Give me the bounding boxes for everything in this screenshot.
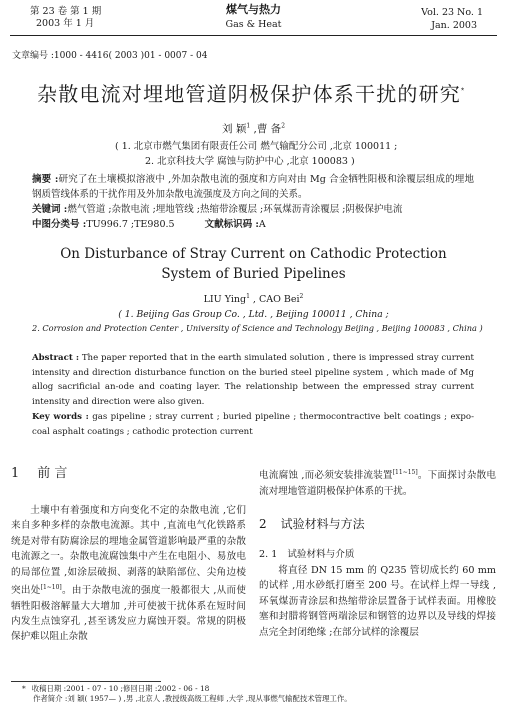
footnote-author-bio: 作者简介 :刘 颖( 1957— ) ,男 ,北京人 ,教授级高级工程师 ,大学 ,现从事燃气输配技术管理工作。	[33, 694, 352, 703]
journal-name-en: Gas & Heat	[225, 19, 282, 30]
title-cn	[37, 78, 465, 107]
footnote-received	[22, 684, 209, 694]
affiliation-cn-2: 2. 北京科技大学 腐蚀与防护中心 ,北京 100083 )	[145, 156, 355, 167]
journal-volume-en: Vol. 23 No. 1	[421, 7, 483, 18]
header-rule	[10, 35, 497, 36]
keywords-en-text: gas pipeline ; stray current ; buried pipeline ; thermocontractive belt coatings ; expo-coal asphalt coatings ; cathodic protection current	[32, 412, 474, 437]
author2-en-sup: 2	[299, 293, 304, 300]
keywords-cn-text: 燃气管道 ;杂散电流 ;埋地管线 ;热缩带涂覆层 ;环氧煤沥青涂覆层 ;阴极保护电流	[67, 204, 403, 215]
section2-title: 试验材料与方法	[280, 517, 365, 531]
doc-code-label: 文献标识码 :	[204, 219, 259, 230]
abstract-cn-text: 研究了在土壤模拟溶液中 ,外加杂散电流的强度和方向对由 Mg 合金牺牲阳极和涂覆层组成的埋地钢质管线体系的干扰作用及外加杂散电流强度及方向之间的关系。	[32, 174, 474, 200]
journal-date-cn: 2003 年 1 月	[36, 18, 95, 29]
author-sep-cn: ,	[250, 123, 257, 135]
article-id: 文章编号 :1000 - 4416( 2003 )01 - 0007 - 04	[12, 51, 208, 61]
right-column-intro	[259, 465, 496, 499]
author2-en: CAO Bei	[258, 294, 300, 306]
authors-en	[0, 293, 507, 305]
section2-number: 2	[259, 517, 267, 531]
journal-date-en: Jan. 2003	[431, 20, 477, 31]
affiliation-en-2: 2. Corrosion and Protection Center , University of Science and Technology Beijing , Beijing 100083 , China )	[32, 323, 483, 333]
abstract-cn	[32, 173, 474, 202]
section1-citation: [1~10]	[40, 584, 62, 592]
classification	[32, 218, 266, 232]
author1-cn-sup: 1	[246, 122, 251, 130]
affiliation-cn-1: ( 1. 北京市燃气集团有限责任公司 燃气输配分公司 ,北京 100011 ;	[115, 141, 398, 152]
footnote-mark: *	[22, 684, 26, 693]
subsection-2-1-title: 试验材料与介质	[287, 549, 355, 560]
section1-title: 前 言	[37, 466, 68, 481]
section1-p1: 土壤中有着强度和方向变化不定的杂散电流 ,它们来自多种多样的杂散电流源。其中 ,直流电气化铁路系统是对带有防腐涂层的埋地金属管道影响最严重的杂散电流源之一。杂散电流腐蚀集中产生在电阻小、易放电的局部位置 ,如涂层破损、剥落的缺陷部位、尖角边棱突出处	[11, 505, 246, 597]
subsection-2-1-number: 2. 1	[259, 549, 278, 560]
title-cn-text: 杂散电流对埋地管道阴极保护体系干扰的研究	[37, 84, 461, 106]
section2-paragraph: 将直径 DN 15 mm 的 Q235 管切成长约 60 mm 的试样 ,用水砂纸打磨至 200 号。在试样上焊一导线 ,环氧煤沥青涂层和热缩带涂层置备于试样表面。用橡胶塞和封腊将钢管两端涂层和钢管的边界以及导线的焊接点完全封闭绝缘 ;在部分试样的涂覆层	[259, 565, 496, 638]
affiliation-en-1: ( 1. Beijing Gas Group Co. , Ltd. , Beijing 100011 , China ;	[118, 309, 389, 320]
section1-heading	[11, 462, 67, 481]
section1-p1-cont: 。由于杂散电流的强度一般都很大 ,从而使牺牲阳极溶解量大大增加 ,并可使被干扰体系在短时间内发生点蚀穿孔 ,甚至诱发应力腐蚀开裂。常规的阴极保护难以阻止杂散	[11, 585, 247, 643]
author1-en: LIU Ying	[203, 294, 247, 306]
subsection-2-1-heading	[259, 546, 354, 560]
abstract-en	[32, 351, 474, 409]
authors-cn	[0, 121, 507, 136]
keywords-cn	[32, 203, 474, 217]
right-col-p1-cont: 。下面探讨杂散电流对埋地管道阴极保护体系的干扰。	[259, 470, 496, 497]
journal-volume-issue: 第 23 卷 第 1 期	[30, 6, 102, 17]
author2-cn: 曹 备	[256, 123, 282, 135]
classification-label: 中图分类号 :	[32, 219, 87, 230]
footnote-dates: 收稿日期 :2001 - 07 - 10 ;修回日期 :2002 - 06 - 18	[31, 684, 210, 693]
classification-value: TU996.7 ;TE980.5	[86, 219, 175, 230]
section2-heading	[259, 515, 365, 532]
footnote-rule	[11, 681, 161, 682]
doc-code-value: A	[258, 219, 266, 230]
title-en-line2: System of Buried Pipelines	[161, 266, 346, 282]
author1-cn: 刘 颖	[221, 123, 247, 135]
author1-en-sup: 1	[246, 293, 250, 300]
keywords-en	[32, 410, 474, 439]
author-sep-en: ,	[249, 294, 259, 306]
abstract-cn-label: 摘要 :	[32, 174, 59, 185]
author2-cn-sup: 2	[281, 122, 286, 130]
abstract-en-text: The paper reported that in the earth simulated solution , there is impressed stray current intensity and direction disturbance function on the buried steel pipeline system , which made of Mg allog sacrificial an-ode and coating layer. The relationship between the empressed stray current intensity and direction were also given.	[32, 353, 475, 407]
keywords-en-label: Key words :	[32, 412, 89, 422]
section1-paragraph	[11, 503, 246, 645]
title-cn-mark: *	[461, 86, 466, 96]
journal-name-cn: 煤气与热力	[226, 4, 281, 16]
right-col-citation: [11~15]	[392, 469, 418, 476]
title-en-line1: On Disturbance of Stray Current on Cathodic Protection	[60, 246, 447, 262]
right-col-p1: 电流腐蚀 ,而必须安装排流装置	[259, 470, 393, 482]
keywords-cn-label: 关键词 :	[32, 204, 68, 215]
abstract-en-label: Abstract :	[32, 353, 80, 363]
section1-number: 1	[11, 466, 20, 481]
